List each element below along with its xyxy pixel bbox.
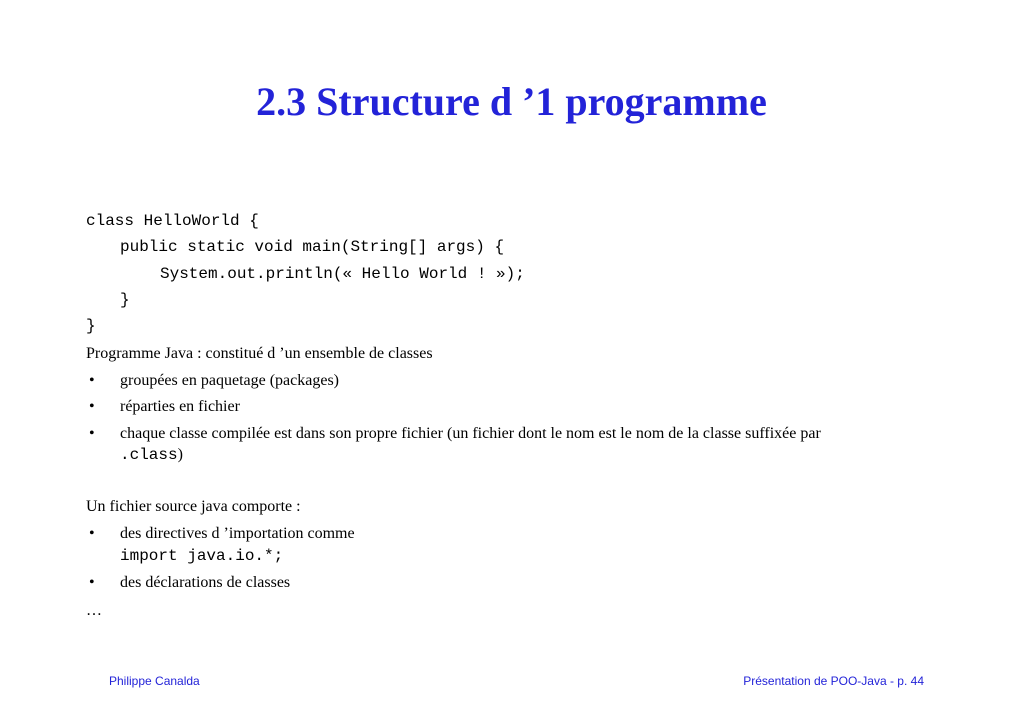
bullet-marker: • [89, 525, 95, 542]
bullet-marker: • [89, 574, 95, 591]
bullet-text: des directives d ’importation comme [120, 525, 355, 542]
code-line: public static void main(String[] args) { [120, 238, 505, 256]
code-line: System.out.println(« Hello World ! »); [160, 265, 525, 283]
footer-page: Présentation de POO-Java - p. 44 [743, 674, 924, 688]
bullet-text: groupées en paquetage (packages) [120, 372, 339, 389]
code-line: } [86, 317, 96, 335]
import-code: import java.io.*; [120, 547, 284, 565]
bullet-text: chaque classe compilée est dans son propre fichier (un fichier dont le nom est le nom de la classe suffixée par [120, 425, 821, 442]
class-extension-code: .class [120, 446, 178, 464]
ellipsis: … [86, 602, 102, 619]
footer-author: Philippe Canalda [109, 674, 200, 688]
bullet-text: des déclarations de classes [120, 574, 291, 591]
bullet-marker: • [89, 425, 95, 442]
code-line: } [120, 291, 130, 309]
code-line: class HelloWorld { [86, 212, 259, 230]
bullet-marker: • [89, 372, 95, 389]
bullet-text: réparties en fichier [120, 398, 240, 415]
slide-title: 2.3 Structure d ’1 programme [256, 79, 767, 124]
section-heading: Un fichier source java comporte : [86, 498, 301, 515]
bullet-marker: • [89, 398, 95, 415]
bullet-continuation [120, 445, 183, 465]
closing-paren: ) [177, 446, 183, 463]
section-heading: Programme Java : constitué d ’un ensemble de classes [86, 345, 433, 362]
